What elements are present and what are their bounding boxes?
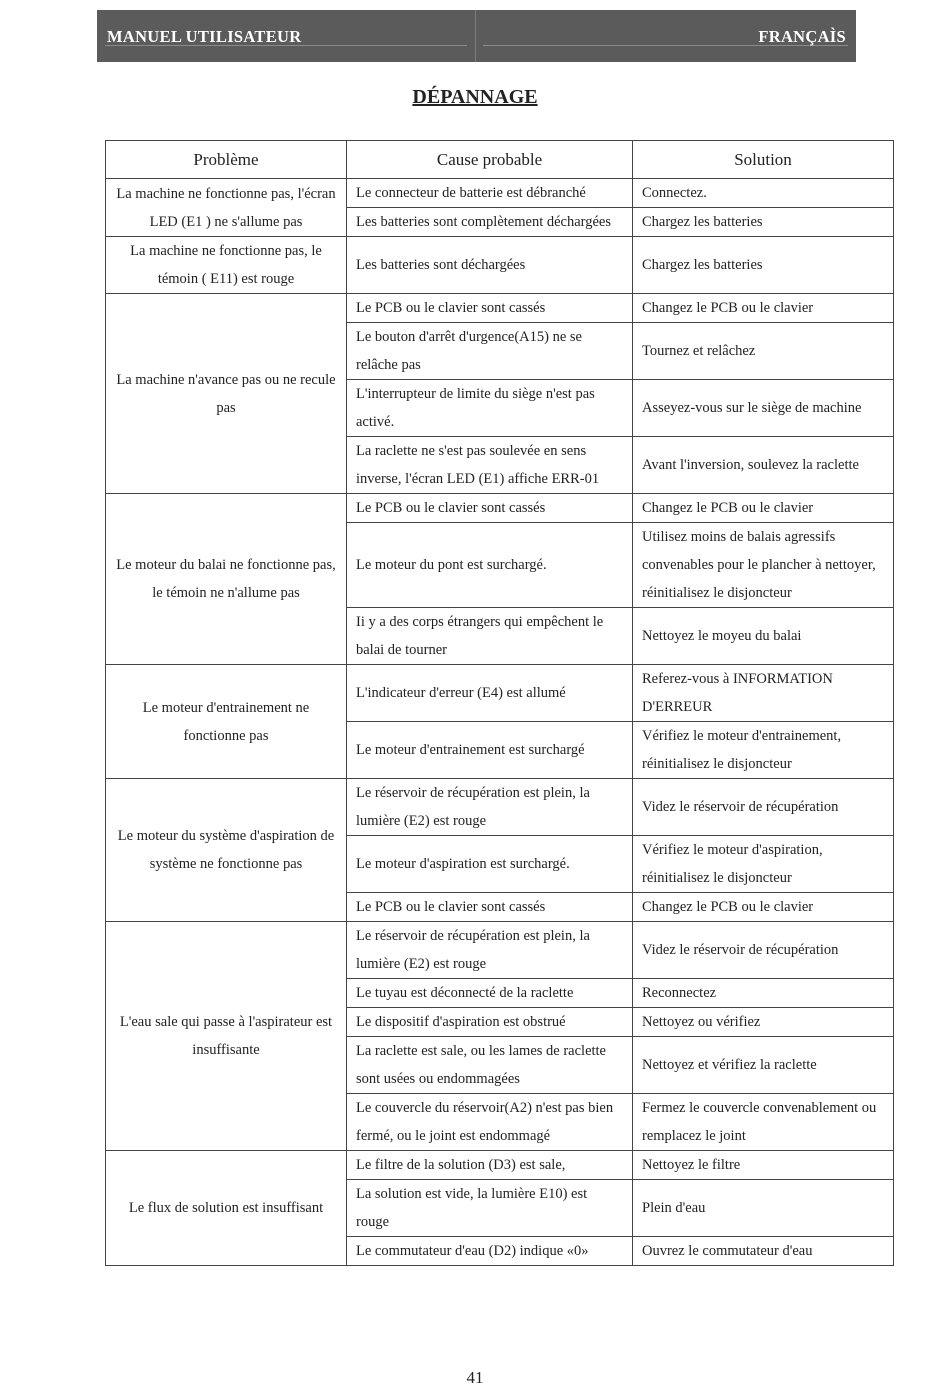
page-title: DÉPANNAGE (412, 86, 538, 108)
solution-cell: Chargez les batteries (633, 208, 894, 237)
table-row (106, 237, 894, 294)
cause-cell: Le PCB ou le clavier sont cassés (347, 893, 633, 922)
solution-cell: Referez-vous à INFORMATION D'ERREUR (633, 665, 894, 722)
solution-cell: Connectez. (633, 179, 894, 208)
table-row (106, 1151, 894, 1180)
problem-cell: La machine ne fonctionne pas, le témoin ( E11) est rouge (106, 237, 347, 294)
solution-cell: Changez le PCB ou le clavier (633, 893, 894, 922)
solution-cell: Reconnectez (633, 979, 894, 1008)
cause-cell: Le commutateur d'eau (D2) indique «0» (347, 1237, 633, 1266)
solution-cell: Fermez le couvercle convenablement ou remplacez le joint (633, 1094, 894, 1151)
cause-cell: La solution est vide, la lumière E10) est rouge (347, 1180, 633, 1237)
cause-cell: Le filtre de la solution (D3) est sale, (347, 1151, 633, 1180)
problem-cell: La machine n'avance pas ou ne recule pas (106, 294, 347, 494)
solution-cell: Vérifiez le moteur d'entrainement, réinitialisez le disjoncteur (633, 722, 894, 779)
problem-cell: Le moteur du balai ne fonctionne pas, le témoin ne n'allume pas (106, 494, 347, 665)
table-row (106, 494, 894, 523)
header-problem: Problème (106, 141, 347, 179)
header-cause: Cause probable (347, 141, 633, 179)
cause-cell: Le couvercle du réservoir(A2) n'est pas bien fermé, ou le joint est endommagé (347, 1094, 633, 1151)
cause-cell: La raclette est sale, ou les lames de raclette sont usées ou endommagées (347, 1037, 633, 1094)
cause-cell: Le dispositif d'aspiration est obstrué (347, 1008, 633, 1037)
solution-cell: Nettoyez ou vérifiez (633, 1008, 894, 1037)
solution-cell: Changez le PCB ou le clavier (633, 294, 894, 323)
header-divider (475, 10, 476, 62)
cause-cell: Le PCB ou le clavier sont cassés (347, 294, 633, 323)
header-language: FRANÇAÌS (758, 27, 846, 46)
cause-cell: Le moteur du pont est surchargé. (347, 523, 633, 608)
cause-cell: Le réservoir de récupération est plein, la lumière (E2) est rouge (347, 922, 633, 979)
cause-cell: Le tuyau est déconnecté de la raclette (347, 979, 633, 1008)
solution-cell: Changez le PCB ou le clavier (633, 494, 894, 523)
cause-cell: Les batteries sont déchargées (347, 237, 633, 294)
solution-cell: Nettoyez le moyeu du balai (633, 608, 894, 665)
cause-cell: Ii y a des corps étrangers qui empêchent le balai de tourner (347, 608, 633, 665)
cause-cell: Le réservoir de récupération est plein, la lumière (E2) est rouge (347, 779, 633, 836)
solution-cell: Nettoyez le filtre (633, 1151, 894, 1180)
solution-cell: Avant l'inversion, soulevez la raclette (633, 437, 894, 494)
table-row (106, 665, 894, 722)
cause-cell: Le PCB ou le clavier sont cassés (347, 494, 633, 523)
cause-cell: Le moteur d'entrainement est surchargé (347, 722, 633, 779)
solution-cell: Nettoyez et vérifiez la raclette (633, 1037, 894, 1094)
solution-cell: Asseyez-vous sur le siège de machine (633, 380, 894, 437)
header-solution: Solution (633, 141, 894, 179)
cause-cell: La raclette ne s'est pas soulevée en sens inverse, l'écran LED (E1) affiche ERR-01 (347, 437, 633, 494)
problem-cell: Le flux de solution est insuffisant (106, 1151, 347, 1266)
solution-cell: Chargez les batteries (633, 237, 894, 294)
problem-cell: La machine ne fonctionne pas, l'écran LED (E1 ) ne s'allume pas (106, 179, 347, 237)
solution-cell: Ouvrez le commutateur d'eau (633, 1237, 894, 1266)
cause-cell: Le bouton d'arrêt d'urgence(A15) ne se relâche pas (347, 323, 633, 380)
solution-cell: Utilisez moins de balais agressifs convenables pour le plancher à nettoyer, réinitialisez le disjoncteur (633, 523, 894, 608)
solution-cell: Vérifiez le moteur d'aspiration, réinitialisez le disjoncteur (633, 836, 894, 893)
solution-cell: Videz le réservoir de récupération (633, 779, 894, 836)
cause-cell: Le moteur d'aspiration est surchargé. (347, 836, 633, 893)
page-header (97, 10, 856, 62)
cause-cell: L'interrupteur de limite du siège n'est pas activé. (347, 380, 633, 437)
table-row (106, 922, 894, 979)
problem-cell: Le moteur d'entrainement ne fonctionne pas (106, 665, 347, 779)
page-number: 41 (466, 1368, 484, 1387)
cause-cell: Les batteries sont complètement déchargées (347, 208, 633, 237)
table-row (106, 779, 894, 836)
problem-cell: L'eau sale qui passe à l'aspirateur est insuffisante (106, 922, 347, 1151)
troubleshooting-table (105, 140, 894, 1266)
header-manual-title: MANUEL UTILISATEUR (107, 27, 302, 46)
table-header-row (106, 141, 894, 179)
solution-cell: Videz le réservoir de récupération (633, 922, 894, 979)
problem-cell: Le moteur du système d'aspiration de système ne fonctionne pas (106, 779, 347, 922)
cause-cell: L'indicateur d'erreur (E4) est allumé (347, 665, 633, 722)
cause-cell: Le connecteur de batterie est débranché (347, 179, 633, 208)
table-row (106, 179, 894, 208)
solution-cell: Tournez et relâchez (633, 323, 894, 380)
table-row (106, 294, 894, 323)
solution-cell: Plein d'eau (633, 1180, 894, 1237)
